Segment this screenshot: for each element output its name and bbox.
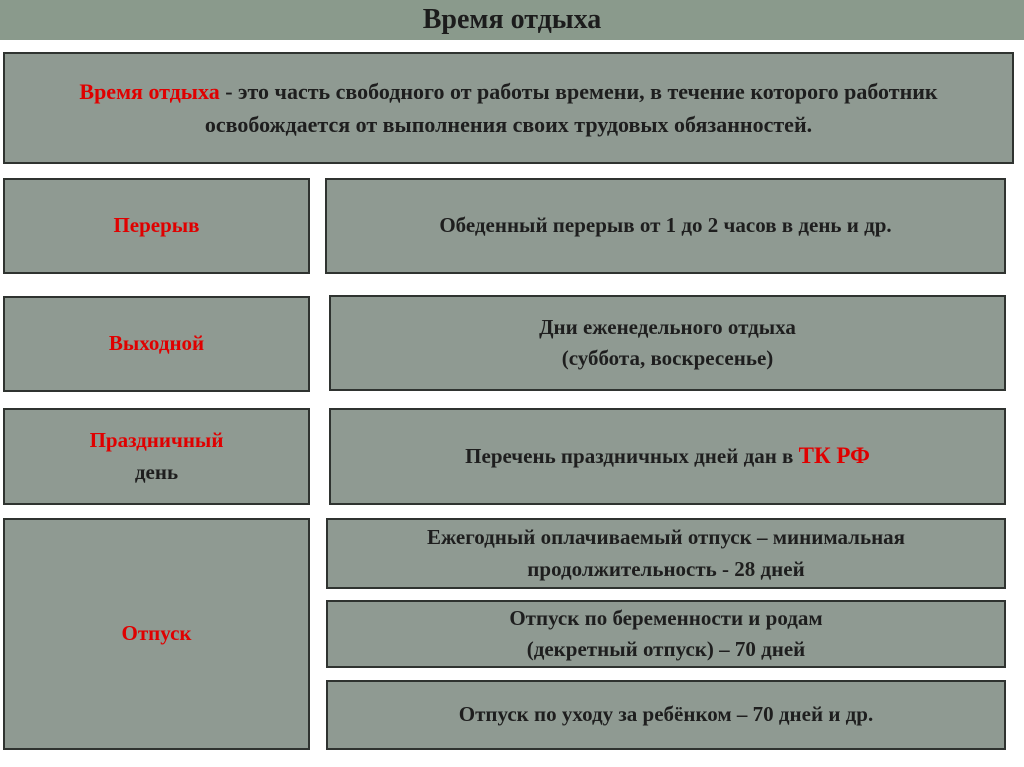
label-holiday-line2: день	[134, 459, 179, 484]
desc-holiday-highlight: ТК РФ	[798, 443, 870, 469]
desc-break: Обеденный перерыв от 1 до 2 часов в день и др.	[439, 213, 892, 238]
desc-box-holiday	[329, 408, 1006, 505]
desc-box-break	[325, 178, 1006, 274]
desc-holiday-prefix: Перечень праздничных дней дан в	[465, 444, 799, 469]
vacation-item-annual	[326, 518, 1006, 589]
vacation-item-maternity	[326, 600, 1006, 668]
desc-box-dayoff	[329, 295, 1006, 391]
label-holiday-line1: Праздничный	[89, 428, 224, 452]
vacation-annual-line1: Ежегодный оплачиваемый отпуск – минимальная	[426, 525, 906, 549]
definition-box	[3, 52, 1014, 164]
desc-dayoff-line1: Дни еженедельного отдыха	[539, 314, 796, 339]
vacation-maternity-line1: Отпуск по беременности и родам	[509, 605, 823, 630]
label-box-holiday	[3, 408, 310, 505]
label-box-dayoff	[3, 296, 310, 392]
label-box-break	[3, 178, 310, 274]
vacation-item-childcare	[326, 680, 1006, 750]
label-dayoff: Выходной	[108, 331, 205, 356]
vacation-maternity-line2: (декретный отпуск) – 70 дней	[526, 637, 806, 661]
desc-dayoff-line2: (суббота, воскресенье)	[561, 346, 774, 370]
page-title: Время отдыха	[0, 0, 1024, 40]
desc-holiday	[465, 439, 870, 474]
label-vacation: Отпуск	[121, 621, 192, 646]
label-box-vacation	[3, 518, 310, 750]
label-break: Перерыв	[113, 213, 200, 238]
vacation-childcare: Отпуск по уходу за ребёнком – 70 дней и др.	[458, 702, 874, 727]
definition-rest: - это часть свободного от работы времени, в течение которого работник освобождается от выполнения своих трудовых обязанностей.	[204, 79, 938, 137]
definition-term: Время отдыха	[79, 79, 220, 104]
definition-text	[23, 75, 994, 141]
vacation-annual-line2: продолжительность - 28 дней	[527, 556, 805, 581]
